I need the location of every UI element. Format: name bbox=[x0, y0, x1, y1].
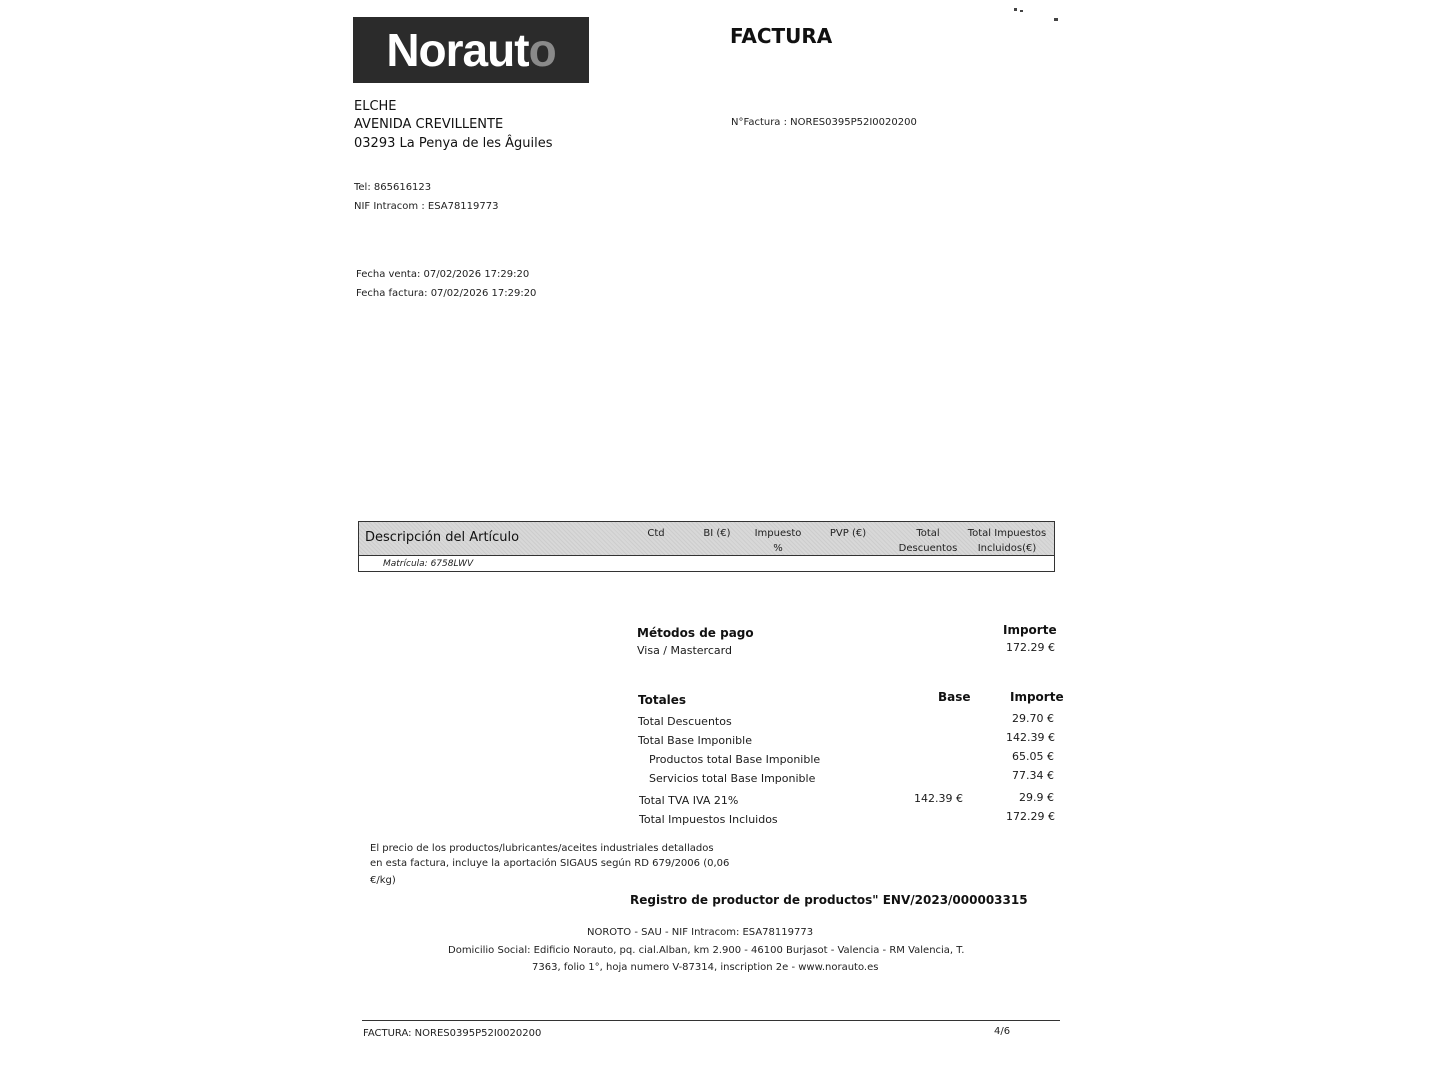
store-tel: Tel: 865616123 bbox=[354, 182, 432, 193]
header-pvp: PVP (€) bbox=[829, 528, 867, 539]
totals-row-label: Total Descuentos bbox=[638, 715, 732, 728]
items-table-header bbox=[359, 522, 1054, 556]
logo-text-last-letter: o bbox=[528, 24, 556, 76]
items-table bbox=[358, 521, 1055, 572]
domicile-line2: 7363, folio 1°, hoja numero V-87314, inscription 2e - www.norauto.es bbox=[532, 962, 879, 973]
totals-row-label: Total TVA IVA 21% bbox=[639, 794, 739, 807]
totals-title: Totales bbox=[638, 693, 687, 707]
header-discounts bbox=[893, 526, 963, 556]
payment-method: Visa / Mastercard bbox=[637, 644, 732, 657]
sigaus-note-line3: €/kg) bbox=[370, 875, 396, 886]
header-bi: BI (€) bbox=[703, 528, 731, 539]
totals-row-amount: 142.39 € bbox=[1006, 731, 1055, 744]
payment-amount: 172.29 € bbox=[1006, 641, 1055, 654]
totals-row-label: Total Impuestos Incluidos bbox=[639, 813, 778, 826]
scan-mark bbox=[1054, 18, 1058, 21]
header-qty: Ctd bbox=[647, 528, 665, 539]
store-postal: 03293 La Penya de les Âguiles bbox=[354, 136, 553, 151]
logo-text: Norauto bbox=[386, 24, 556, 76]
header-discounts-line2: Descuentos bbox=[898, 543, 958, 554]
vehicle-plate: Matrícula: 6758LWV bbox=[383, 559, 474, 569]
page-number: 4/6 bbox=[994, 1026, 1011, 1037]
totals-row-amount: 29.70 € bbox=[1012, 712, 1054, 725]
totals-row-amount: 77.34 € bbox=[1012, 769, 1054, 782]
company-info: NOROTO - SAU - NIF Intracom: ESA78119773 bbox=[587, 927, 814, 938]
invoice-number: N°Factura : NORES0395P52I0020200 bbox=[731, 117, 917, 128]
store-nif: NIF Intracom : ESA78119773 bbox=[354, 201, 499, 212]
scan-mark bbox=[1014, 8, 1017, 11]
sigaus-note-line1: El precio de los productos/lubricantes/aceites industriales detallados bbox=[370, 843, 714, 854]
totals-row-amount: 172.29 € bbox=[1006, 810, 1055, 823]
payment-amount-header: Importe bbox=[1003, 623, 1057, 637]
totals-row-base: 142.39 € bbox=[914, 792, 963, 805]
payment-title: Métodos de pago bbox=[637, 626, 754, 640]
totals-row-amount: 65.05 € bbox=[1012, 750, 1054, 763]
totals-row-amount: 29.9 € bbox=[1019, 791, 1054, 804]
header-total bbox=[963, 526, 1051, 556]
totals-base-header: Base bbox=[938, 690, 971, 704]
header-description: Descripción del Artículo bbox=[365, 530, 520, 545]
totals-amount-header: Importe bbox=[1010, 690, 1064, 704]
header-total-line2: Incluidos(€) bbox=[977, 543, 1037, 554]
footer-invoice-ref: FACTURA: NORES0395P52I0020200 bbox=[363, 1028, 542, 1039]
totals-row-label: Productos total Base Imponible bbox=[649, 753, 821, 766]
header-tax-line1: Impuesto bbox=[754, 528, 802, 539]
store-city: ELCHE bbox=[354, 99, 397, 114]
header-total-line1: Total Impuestos bbox=[967, 528, 1047, 539]
footer-divider bbox=[362, 1020, 1060, 1021]
registry-note: Registro de productor de productos" ENV/2023/000003315 bbox=[630, 893, 1028, 907]
invoice-date: Fecha factura: 07/02/2026 17:29:20 bbox=[356, 288, 537, 299]
document-title: FACTURA bbox=[730, 24, 833, 48]
header-discounts-line1: Total bbox=[916, 528, 940, 539]
totals-row-label: Servicios total Base Imponible bbox=[649, 772, 816, 785]
sigaus-note-line2: en esta factura, incluye la aportación SIGAUS según RD 679/2006 (0,06 bbox=[370, 858, 730, 869]
header-tax-line2: % bbox=[773, 543, 783, 554]
store-street: AVENIDA CREVILLENTE bbox=[354, 117, 504, 132]
header-tax bbox=[749, 526, 807, 556]
domicile-line1: Domicilio Social: Edificio Norauto, pq. cial.Alban, km 2.900 - 46100 Burjasot - Valencia - RM Valencia, T. bbox=[448, 945, 965, 956]
totals-row-label: Total Base Imponible bbox=[638, 734, 752, 747]
scan-mark bbox=[1020, 10, 1023, 12]
norauto-logo bbox=[353, 17, 589, 83]
sale-date: Fecha venta: 07/02/2026 17:29:20 bbox=[356, 269, 530, 280]
